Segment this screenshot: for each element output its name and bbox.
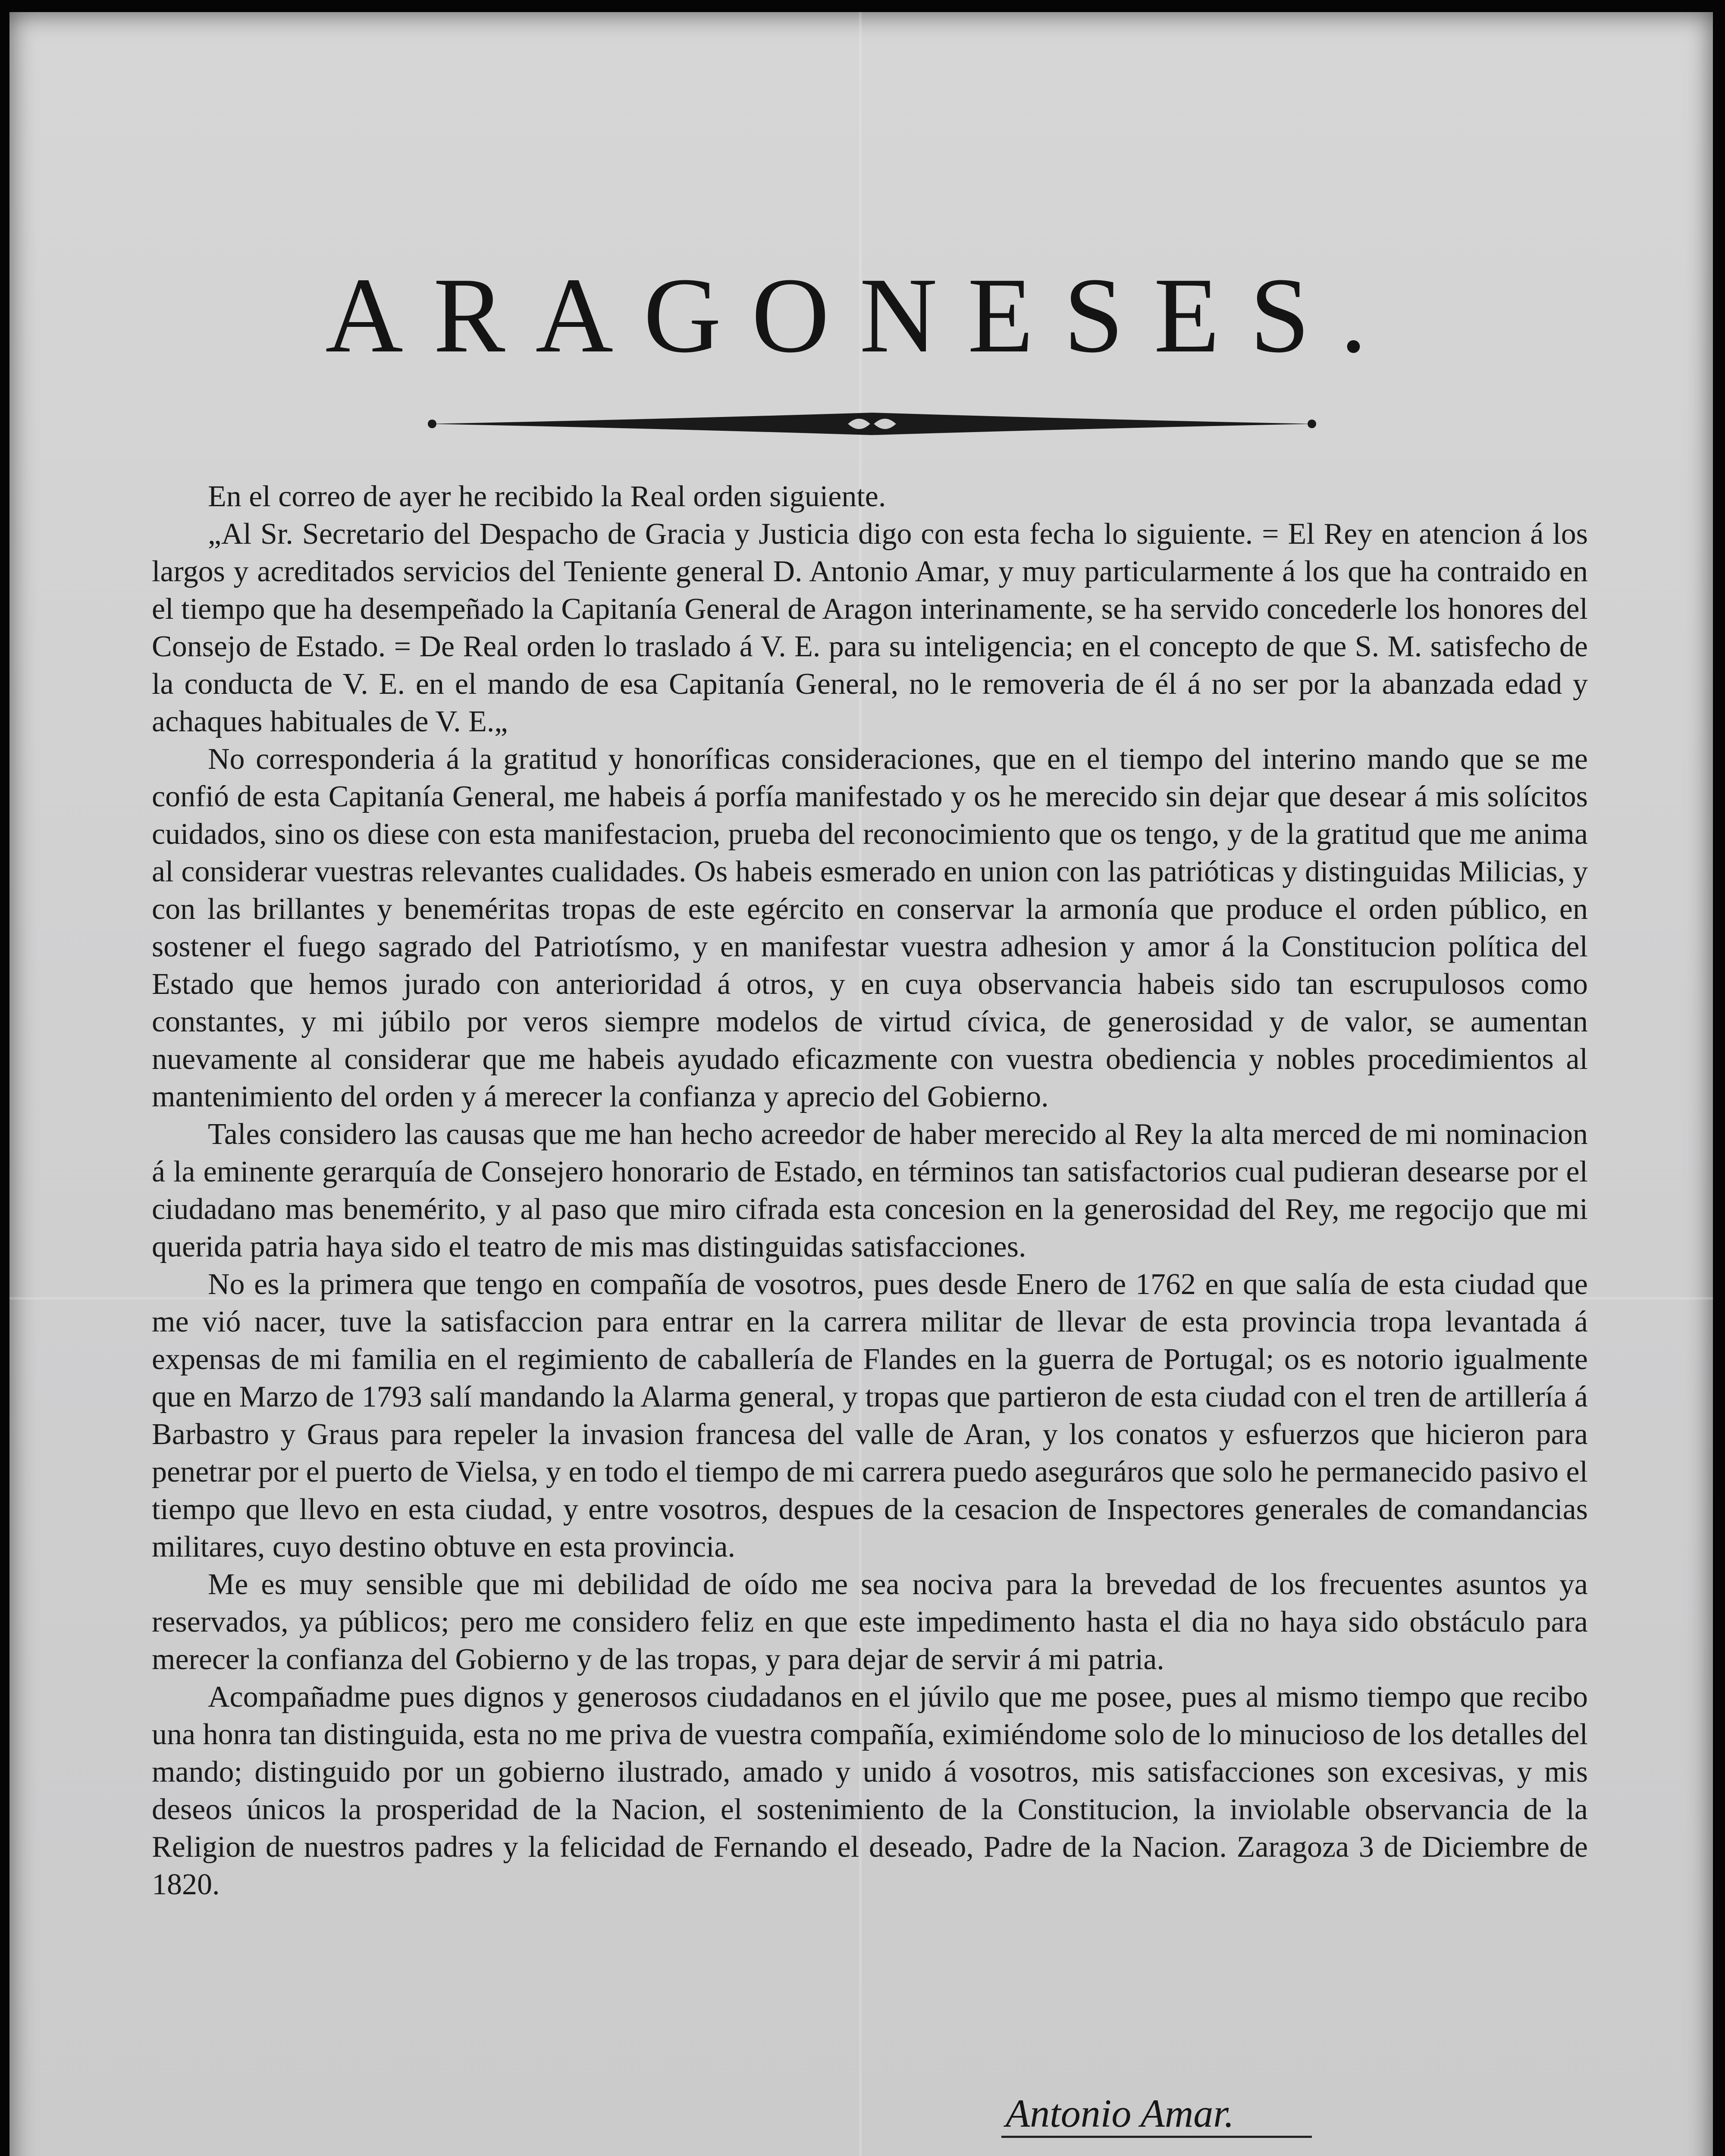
proclamation-body: [152, 478, 1588, 1903]
document-title: ARAGONESES.: [325, 256, 1397, 375]
title-ornament-rule: [423, 407, 1320, 441]
body-paragraph: En el correo de ayer he recibido la Real orden siguiente.: [208, 480, 886, 513]
royal-order-quote: „Al Sr. Secretario del Despacho de Gracia y Justicia digo con esta fecha lo siguiente. = El Rey en atencion á los largos y acreditados servicios del Teniente general D. Antonio Amar, y muy particularmente á los que ha contraido en el tiempo que ha desempeñado la Capitanía General de Aragon interinamente, se ha servido concederle los honores del Consejo de Estado. = De Real orden lo traslado á V. E. para su inteligencia; en el concepto de que S. M. satisfecho de la conducta de V. E. en el mando de esa Capitanía General, no le removeria de él á no ser por la abanzada edad y achaques habituales de V. E.„: [152, 517, 1588, 738]
place-and-date: Zaragoza 3 de Diciembre de 1820.: [152, 1830, 1588, 1901]
signature: Antonio Amar.: [1006, 2091, 1234, 2135]
body-paragraph: No corresponderia á la gratitud y honoríficas consideraciones, que en el tiempo del interino mando que se me confió de esta Capitanía General, me habeis á porfía manifestado y os he merecido sin dejar que desear á mis solícitos cuidados, sino os diese con esta manifestacion, prueba del reconocimiento que os tengo, y de la gratitud que me anima al considerar vuestras relevantes cualidades. Os habeis esmerado en union con las patrióticas y distinguidas Milicias, y con las brillantes y beneméritas tropas de este egército en conservar la armonía que produce el orden público, en sostener el fuego sagrado del Patriotísmo, y en manifestar vuestra adhesion y amor á la Constitucion política del Estado que hemos jurado con anterioridad á otros, y en cuya observancia habeis sido tan escrupulosos como constantes, y mi júbilo por veros siempre modelos de virtud cívica, de generosidad y de valor, se aumentan nuevamente al considerar que me habeis ayudado eficazmente con vuestra obediencia y nobles procedimientos al mantenimiento del orden y á merecer la confianza y aprecio del Gobierno.: [152, 743, 1588, 1113]
closing-paragraph-text: Acompañadme pues dignos y generosos ciudadanos en el júvilo que me posee, pues al mismo tiempo que recibo una honra tan distinguida, esta no me priva de vuestra compañía, eximiéndome solo de lo minucioso de los detalles del mando; distinguido por un gobierno ilustrado, amado y unido á vosotros, mis satisfacciones son excesivas, y mis deseos únicos la prosperidad de la Nacion, el sostenimiento de la Constitucion, la inviolable observancia de la Religion de nuestros padres y la felicidad de Fernando el deseado, Padre de la Nacion.: [152, 1680, 1588, 1864]
broadside-sheet: [9, 12, 1713, 2156]
body-paragraph: No es la primera que tengo en compañía de vosotros, pues desde Enero de 1762 en que salía de esta ciudad que me vió nacer, tuve la satisfaccion para entrar en la carrera militar de llevar de esta provincia tropa levantada á expensas de mi familia en el regimiento de caballería de Flandes en la guerra de Portugal; os es notorio igualmente que en Marzo de 1793 salí mandando la Alarma general, y tropas que partieron de esta ciudad con el tren de artillería á Barbastro y Graus para repeler la invasion francesa del valle de Aran, y los conatos y esfuerzos que hicieron para penetrar por el puerto de Vielsa, y en todo el tiempo de mi carrera puedo aseguráros que solo he permanecido pasivo el tiempo que llevo en esta ciudad, y entre vosotros, despues de la cesacion de Inspectores generales de comandancias militares, cuyo destino obtuve en esta provincia.: [152, 1268, 1588, 1564]
body-paragraph: Me es muy sensible que mi debilidad de oído me sea nociva para la brevedad de los frecuentes asuntos ya reservados, ya públicos; pero me considero feliz en que este impedimento hasta el dia no haya sido obstáculo para merecer la confianza del Gobierno y de las tropas, y para dejar de servir á mi patria.: [152, 1568, 1588, 1676]
body-paragraph: Tales considero las causas que me han hecho acreedor de haber merecido al Rey la alta merced de mi nominacion á la eminente gerarquía de Consejero honorario de Estado, en términos tan satisfactorios cual pudieran desearse por el ciudadano mas benemérito, y al paso que miro cifrada esta concesion en la generosidad del Rey, me regocijo que mi querida patria haya sido el teatro de mis mas distinguidas satisfacciones.: [152, 1118, 1588, 1263]
signature-underline: [1001, 2136, 1312, 2138]
body-paragraph: [152, 1678, 1588, 1903]
